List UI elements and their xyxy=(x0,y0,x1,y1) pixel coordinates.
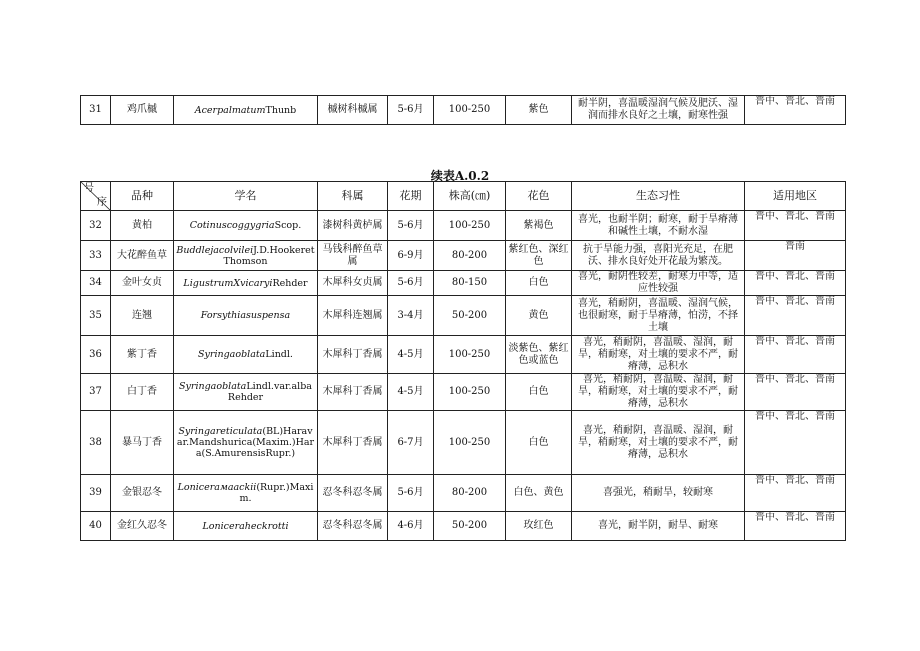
row-habit: 耐半阴，喜温暖湿润气候及肥沃、湿润而排水良好之土壤，耐寒性强 xyxy=(572,96,745,125)
row-color: 玫红色 xyxy=(506,512,572,541)
row-scientific-name: SyringaoblataLindl.var.albaRehder xyxy=(174,374,318,411)
row-region: 晋南 xyxy=(745,241,846,271)
row-habit: 喜光，稍耐阴，喜温暖、湿润，耐旱，稍耐寒，对土壤的要求不严，耐瘠薄，忌积水 xyxy=(572,411,745,475)
row-name: 金银忍冬 xyxy=(111,475,174,512)
row-name: 连翘 xyxy=(111,296,174,336)
header-habit: 生态习性 xyxy=(572,182,745,211)
table-row xyxy=(81,211,846,241)
header-row xyxy=(81,182,846,211)
row-scientific-name: CotinuscoggygriaScop. xyxy=(174,211,318,241)
header-no: 号 序 xyxy=(81,182,111,211)
header-family: 科属 xyxy=(318,182,388,211)
row-no: 35 xyxy=(81,296,111,336)
row-family: 漆树科黄栌属 xyxy=(318,211,388,241)
row-period: 5-6月 xyxy=(388,271,434,296)
row-name: 金叶女贞 xyxy=(111,271,174,296)
row-family: 木犀科丁香属 xyxy=(318,336,388,374)
row-habit: 抗于旱能力强，喜阳光充足，在肥沃、排水良好处开花最为繁茂。 xyxy=(572,241,745,271)
row-height: 100-250 xyxy=(434,336,506,374)
row-period: 6-7月 xyxy=(388,411,434,475)
row-color: 紫红色、深红色 xyxy=(506,241,572,271)
row-no: 39 xyxy=(81,475,111,512)
row-no: 38 xyxy=(81,411,111,475)
row-no: 37 xyxy=(81,374,111,411)
row-height: 50-200 xyxy=(434,512,506,541)
row-period: 4-5月 xyxy=(388,374,434,411)
row-family: 忍冬科忍冬属 xyxy=(318,512,388,541)
row-scientific-name: Syringareticulata(BL)Haravar.Mandshurica(Maxim.)Hara(S.AmurensisRupr.) xyxy=(174,411,318,475)
row-region: 晋中、晋北、晋南 xyxy=(745,296,846,336)
row-habit: 喜光，也耐半阴；耐寒，耐于旱瘠薄和碱性土壤，不耐水湿 xyxy=(572,211,745,241)
row-region: 晋中、晋北、晋南 xyxy=(745,374,846,411)
row-region: 晋中、晋北、晋南 xyxy=(745,475,846,512)
row-region: 晋中、晋北、晋南 xyxy=(745,512,846,541)
row-color: 紫褐色 xyxy=(506,211,572,241)
row-family: 木犀科丁香属 xyxy=(318,374,388,411)
header-region: 适用地区 xyxy=(745,182,846,211)
row-habit: 喜强光，稍耐旱，较耐寒 xyxy=(572,475,745,512)
row-name: 白丁香 xyxy=(111,374,174,411)
previous-page-table xyxy=(80,95,846,125)
row-name: 金红久忍冬 xyxy=(111,512,174,541)
row-family: 槭树科槭属 xyxy=(318,96,388,125)
row-no: 31 xyxy=(81,96,111,125)
table-row xyxy=(81,96,846,125)
row-habit: 喜光，稍耐阴，喜温暖、湿润，耐旱，稍耐寒，对土壤的要求不严，耐瘠薄，忌积水 xyxy=(572,336,745,374)
row-family: 忍冬科忍冬属 xyxy=(318,475,388,512)
row-color: 白色 xyxy=(506,374,572,411)
row-color: 淡紫色、紫红色或蓝色 xyxy=(506,336,572,374)
row-height: 80-200 xyxy=(434,241,506,271)
table-row xyxy=(81,271,846,296)
row-region: 晋中、晋北、晋南 xyxy=(745,96,846,125)
row-family: 马钱科醉鱼草属 xyxy=(318,241,388,271)
row-height: 100-250 xyxy=(434,374,506,411)
row-scientific-name: Loniceraheckrotti xyxy=(174,512,318,541)
plant-table xyxy=(80,181,846,541)
table-caption: 续表A.0.2 xyxy=(430,169,490,183)
table-row xyxy=(81,241,846,271)
row-height: 80-200 xyxy=(434,475,506,512)
row-no: 40 xyxy=(81,512,111,541)
row-color: 白色 xyxy=(506,271,572,296)
row-region: 晋中、晋北、晋南 xyxy=(745,211,846,241)
row-height: 100-250 xyxy=(434,211,506,241)
row-height: 80-150 xyxy=(434,271,506,296)
row-habit: 喜光，稍耐阴，喜温暖、湿润气候，也很耐寒，耐于旱瘠薄，怕涝，不择土壤 xyxy=(572,296,745,336)
row-height: 50-200 xyxy=(434,296,506,336)
row-color: 白色、黄色 xyxy=(506,475,572,512)
row-height: 100-250 xyxy=(434,411,506,475)
row-scientific-name: Forsythiasuspensa xyxy=(174,296,318,336)
row-no: 34 xyxy=(81,271,111,296)
row-color: 紫色 xyxy=(506,96,572,125)
header-period: 花期 xyxy=(388,182,434,211)
row-name: 鸡爪槭 xyxy=(111,96,174,125)
table-row xyxy=(81,336,846,374)
row-name: 紫丁香 xyxy=(111,336,174,374)
row-habit: 喜光，耐半阴，耐旱、耐寒 xyxy=(572,512,745,541)
row-habit: 喜光，耐阴性较差，耐寒力中等，适应性较强 xyxy=(572,271,745,296)
header-color: 花色 xyxy=(506,182,572,211)
header-name: 品种 xyxy=(111,182,174,211)
table-row xyxy=(81,512,846,541)
table-row xyxy=(81,411,846,475)
row-scientific-name: AcerpalmatumThunb xyxy=(174,96,318,125)
row-no: 32 xyxy=(81,211,111,241)
row-region: 晋中、晋北、晋南 xyxy=(745,271,846,296)
row-period: 4-5月 xyxy=(388,336,434,374)
row-family: 木犀科女贞属 xyxy=(318,271,388,296)
row-period: 6-9月 xyxy=(388,241,434,271)
row-name: 黄柏 xyxy=(111,211,174,241)
row-habit: 喜光，稍耐阴，喜温暖、湿润，耐旱，稍耐寒，对土壤的要求不严，耐瘠薄，忌积水 xyxy=(572,374,745,411)
row-period: 5-6月 xyxy=(388,211,434,241)
row-scientific-name: SyringaoblataLindl. xyxy=(174,336,318,374)
header-scientific-name: 学名 xyxy=(174,182,318,211)
row-period: 5-6月 xyxy=(388,96,434,125)
row-color: 白色 xyxy=(506,411,572,475)
row-height: 100-250 xyxy=(434,96,506,125)
row-scientific-name: Lonicerамaackii(Rupr.)Maxim. xyxy=(174,475,318,512)
row-period: 5-6月 xyxy=(388,475,434,512)
row-period: 3-4月 xyxy=(388,296,434,336)
row-region: 晋中、晋北、晋南 xyxy=(745,411,846,475)
row-no: 33 xyxy=(81,241,111,271)
table-row xyxy=(81,475,846,512)
row-family: 木犀科连翘属 xyxy=(318,296,388,336)
row-name: 暴马丁香 xyxy=(111,411,174,475)
row-scientific-name: LigustrumXvicaryiRehder xyxy=(174,271,318,296)
row-scientific-name: BuddlejacolvileiJ.D.HookeretThomson xyxy=(174,241,318,271)
row-no: 36 xyxy=(81,336,111,374)
header-height: 株高(㎝) xyxy=(434,182,506,211)
row-name: 大花醉鱼草 xyxy=(111,241,174,271)
row-family: 木犀科丁香属 xyxy=(318,411,388,475)
table-row xyxy=(81,374,846,411)
row-region: 晋中、晋北、晋南 xyxy=(745,336,846,374)
table-row xyxy=(81,296,846,336)
row-color: 黄色 xyxy=(506,296,572,336)
row-period: 4-6月 xyxy=(388,512,434,541)
